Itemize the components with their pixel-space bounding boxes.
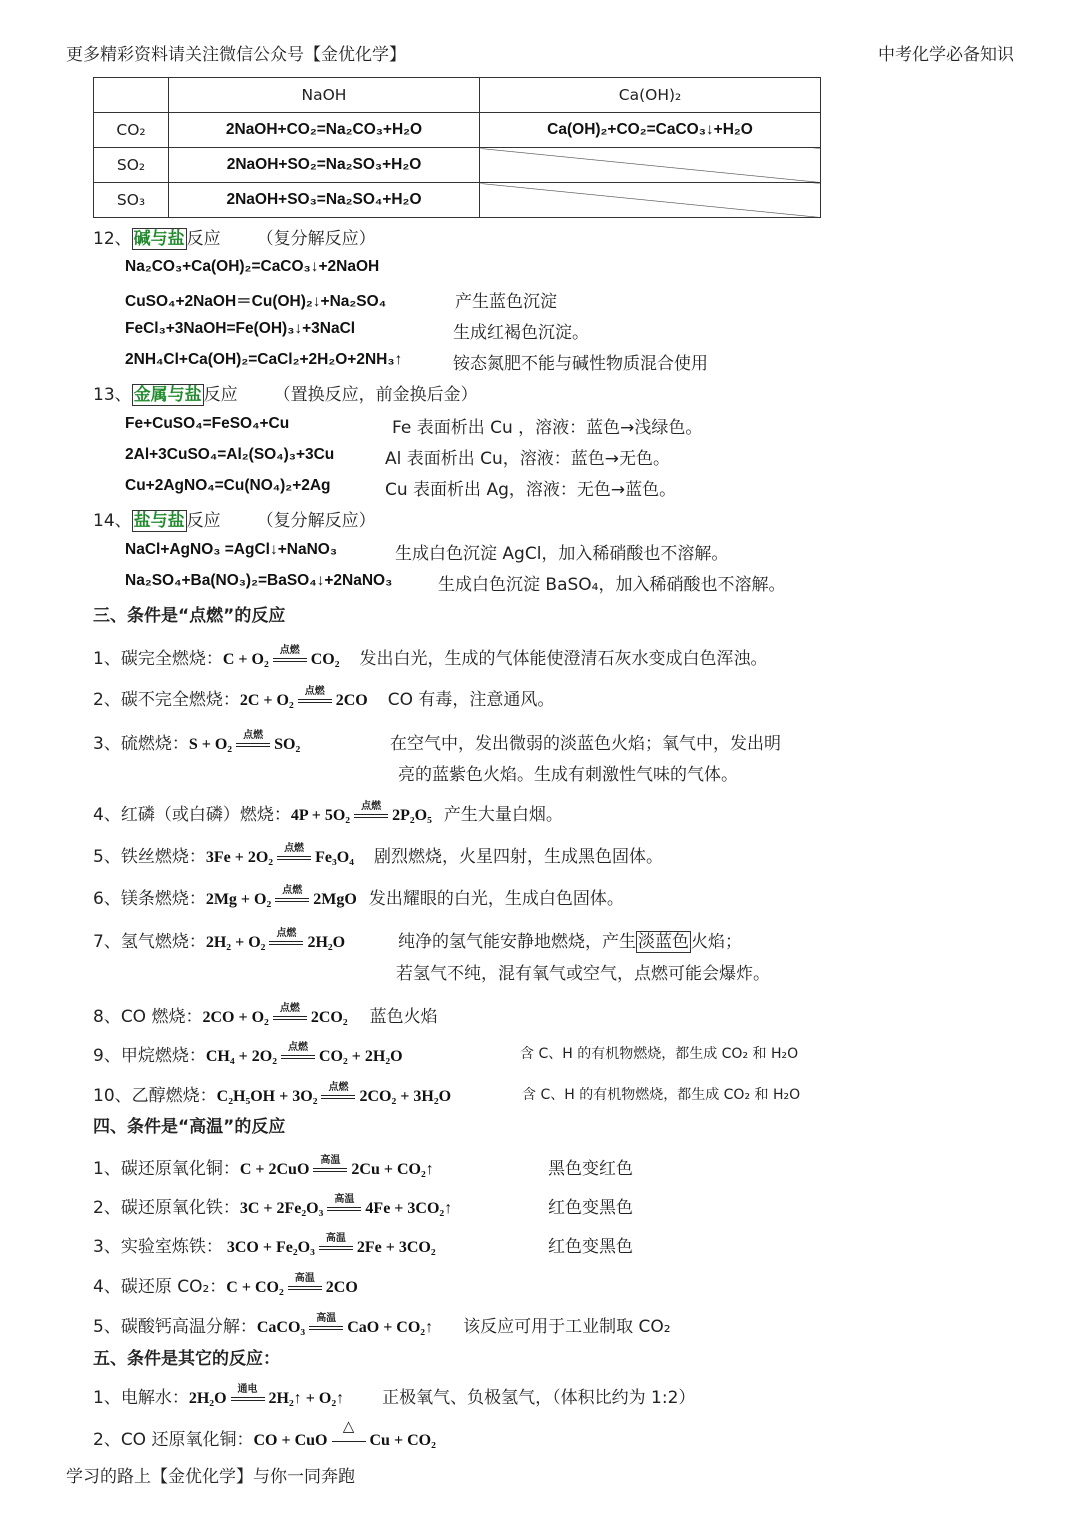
condition-arrow: 通电 — [229, 1389, 267, 1407]
note: 生成白色沉淀 AgCl，加入稀硝酸也不溶解。 — [395, 544, 729, 564]
reaction-row: 2、碳不完全燃烧：2C + O₂ 点燃 2CO CO 有毒，注意通风。 — [93, 686, 555, 710]
note: 生成红褐色沉淀。 — [453, 323, 589, 343]
note: 纯净的氢气能安静地燃烧，产生 淡蓝色 火焰； — [398, 932, 742, 952]
reaction-row: 2、CO 还原氧化铜：CO + CuO △ Cu + CO₂ — [93, 1417, 436, 1450]
base-gas-table — [93, 77, 821, 218]
condition-arrow: 点燃 — [273, 890, 311, 908]
note: 若氢气不纯，混有氧气或空气，点燃可能会爆炸。 — [396, 964, 770, 984]
reaction-row: 5、铁丝燃烧：3Fe + 2O₂ 点燃 Fe₃O₄ 剧烈燃烧，火星四射，生成黑色固体。 — [93, 843, 663, 867]
reaction-row: 1、碳完全燃烧：C + O₂ 点燃 CO₂ 发出白光，生成的气体能使澄清石灰水变成白色浑浊。 — [93, 645, 768, 669]
condition-arrow: 点燃 — [271, 1008, 309, 1026]
keyword-box: 盐与盐 — [133, 511, 185, 531]
equation-cell: 2NaOH+SO₂=Na₂SO₃+H₂O — [169, 148, 480, 183]
equation: NaCl+AgNO₃ =AgCl↓+NaNO₃ — [125, 541, 337, 558]
section-12-heading: 12、 碱与盐 反应 （复分解反应） — [93, 229, 376, 249]
note: 生成白色沉淀 BaSO₄，加入稀硝酸也不溶解。 — [438, 575, 786, 595]
condition-arrow: 点燃 — [352, 806, 390, 824]
note: 黑色变红色 — [548, 1159, 633, 1179]
note: Cu 表面析出 Ag，溶液：无色→蓝色。 — [385, 480, 677, 500]
reaction-row: 1、碳还原氧化铜：C + 2CuO 高温 2Cu + CO₂↑ — [93, 1155, 434, 1179]
condition-arrow: 点燃 — [296, 691, 334, 709]
reaction-row: 5、碳酸钙高温分解：CaCO₃ 高温 CaO + CO₂↑ 该反应可用于工业制取 CO₂ — [93, 1313, 671, 1337]
condition-arrow — [330, 1417, 368, 1449]
note: Al 表面析出 Cu，溶液：蓝色→无色。 — [385, 449, 671, 469]
condition-arrow: 点燃 — [271, 650, 309, 668]
reaction-row: 6、镁条燃烧：2Mg + O₂ 点燃 2MgO 发出耀眼的白光，生成白色固体。 — [93, 885, 624, 909]
equation: Fe+CuSO₄=FeSO₄+Cu — [125, 415, 290, 432]
note: 红色变黑色 — [548, 1198, 633, 1218]
note: 含 C、H 的有机物燃烧，都生成 CO₂ 和 H₂O — [520, 1046, 799, 1062]
empty-diagonal-cell — [480, 183, 821, 218]
note: 红色变黑色 — [548, 1237, 633, 1257]
note: 铵态氮肥不能与碱性物质混合使用 — [453, 354, 708, 374]
empty-diagonal-cell — [480, 148, 821, 183]
section-14-heading: 14、 盐与盐 反应 （复分解反应） — [93, 511, 376, 531]
condition-arrow: 高温 — [325, 1199, 363, 1217]
highlight-box: 淡蓝色 — [638, 932, 689, 952]
condition-arrow: 点燃 — [267, 933, 305, 951]
section-4-title: 四、条件是“高温”的反应 — [93, 1117, 286, 1137]
section-5-title: 五、条件是其它的反应： — [93, 1349, 280, 1369]
equation: Na₂SO₄+Ba(NO₃)₂=BaSO₄↓+2NaNO₃ — [125, 572, 393, 589]
equation-cell: 2NaOH+CO₂=Na₂CO₃+H₂O — [169, 113, 480, 148]
keyword-box: 金属与盐 — [133, 385, 202, 405]
equation: FeCl₃+3NaOH=Fe(OH)₃↓+3NaCl — [125, 320, 356, 337]
reaction-row: 1、电解水：2H₂O 通电 2H₂↑ + O₂↑ 正极氧气、负极氢气，（体积比约为 1:2） — [93, 1384, 696, 1408]
keyword-box: 碱与盐 — [133, 229, 185, 249]
reaction-row: 2、碳还原氧化铁：3C + 2Fe₂O₃ 高温 4Fe + 3CO₂↑ — [93, 1194, 453, 1218]
equation: 2Al+3CuSO₄=Al₂(SO₄)₃+3Cu — [125, 446, 335, 463]
col-naoh: NaOH — [169, 78, 480, 113]
condition-arrow: 高温 — [317, 1238, 355, 1256]
reaction-row: 4、碳还原 CO₂：C + CO₂ 高温 2CO — [93, 1273, 358, 1297]
condition-arrow: 点燃 — [275, 848, 313, 866]
equation: Cu+2AgNO₄=Cu(NO₄)₂+2Ag — [125, 477, 331, 494]
section-13-heading: 13、 金属与盐 反应 （置换反应，前金换后金） — [93, 385, 478, 405]
condition-arrow: 高温 — [311, 1160, 349, 1178]
equation: Na₂CO₃+Ca(OH)₂=CaCO₃↓+2NaOH — [125, 258, 380, 275]
note: Fe 表面析出 Cu ，溶液：蓝色→浅绿色。 — [392, 418, 703, 438]
reaction-row: 3、硫燃烧：S + O₂ 点燃 SO₂ — [93, 730, 301, 754]
row-label: SO₂ — [94, 148, 169, 183]
reaction-row: 4、红磷（或白磷）燃烧：4P + 5O₂ 点燃 2P₂O₅ 产生大量白烟。 — [93, 801, 563, 825]
equation: CuSO₄+2NaOH＝Cu(OH)₂↓+Na₂SO₄ — [125, 293, 387, 310]
header-left: 更多精彩资料请关注微信公众号【金优化学】 — [66, 45, 406, 65]
condition-arrow: 点燃 — [279, 1047, 317, 1065]
row-label: CO₂ — [94, 113, 169, 148]
reaction-row: 10、乙醇燃烧：C₂H₅OH + 3O₂ 点燃 2CO₂ + 3H₂O — [93, 1082, 452, 1106]
section-3-title: 三、条件是“点燃”的反应 — [93, 606, 286, 626]
heat-triangle-icon: △ — [342, 1417, 355, 1435]
row-label: SO₃ — [94, 183, 169, 218]
note: 在空气中，发出微弱的淡蓝色火焰；氧气中，发出明 — [390, 734, 781, 754]
equation-cell: Ca(OH)₂+CO₂=CaCO₃↓+H₂O — [480, 113, 821, 148]
reaction-row: 9、甲烷燃烧：CH₄ + 2O₂ 点燃 CO₂ + 2H₂O — [93, 1042, 403, 1066]
condition-arrow: 点燃 — [234, 735, 272, 753]
equation-cell: 2NaOH+SO₃=Na₂SO₄+H₂O — [169, 183, 480, 218]
header-right: 中考化学必备知识 — [878, 45, 1014, 65]
reaction-row: 8、CO 燃烧：2CO + O₂ 点燃 2CO₂ 蓝色火焰 — [93, 1003, 438, 1027]
reaction-row: 7、氢气燃烧：2H₂ + O₂ 点燃 2H₂O — [93, 928, 346, 952]
note: 含 C、H 的有机物燃烧，都生成 CO₂ 和 H₂O — [522, 1087, 801, 1103]
note: 亮的蓝紫色火焰。生成有刺激性气味的气体。 — [398, 765, 738, 785]
condition-arrow: 高温 — [307, 1318, 345, 1336]
condition-arrow: 点燃 — [319, 1087, 357, 1105]
col-caoh: Ca(OH)₂ — [480, 78, 821, 113]
condition-arrow: 高温 — [286, 1278, 324, 1296]
footer: 学习的路上【金优化学】与你一同奔跑 — [66, 1467, 355, 1487]
reaction-row: 3、实验室炼铁： 3CO + Fe₂O₃ 高温 2Fe + 3CO₂ — [93, 1233, 436, 1257]
note: 产生蓝色沉淀 — [455, 292, 557, 312]
equation: 2NH₄Cl+Ca(OH)₂=CaCl₂+2H₂O+2NH₃↑ — [125, 351, 403, 368]
